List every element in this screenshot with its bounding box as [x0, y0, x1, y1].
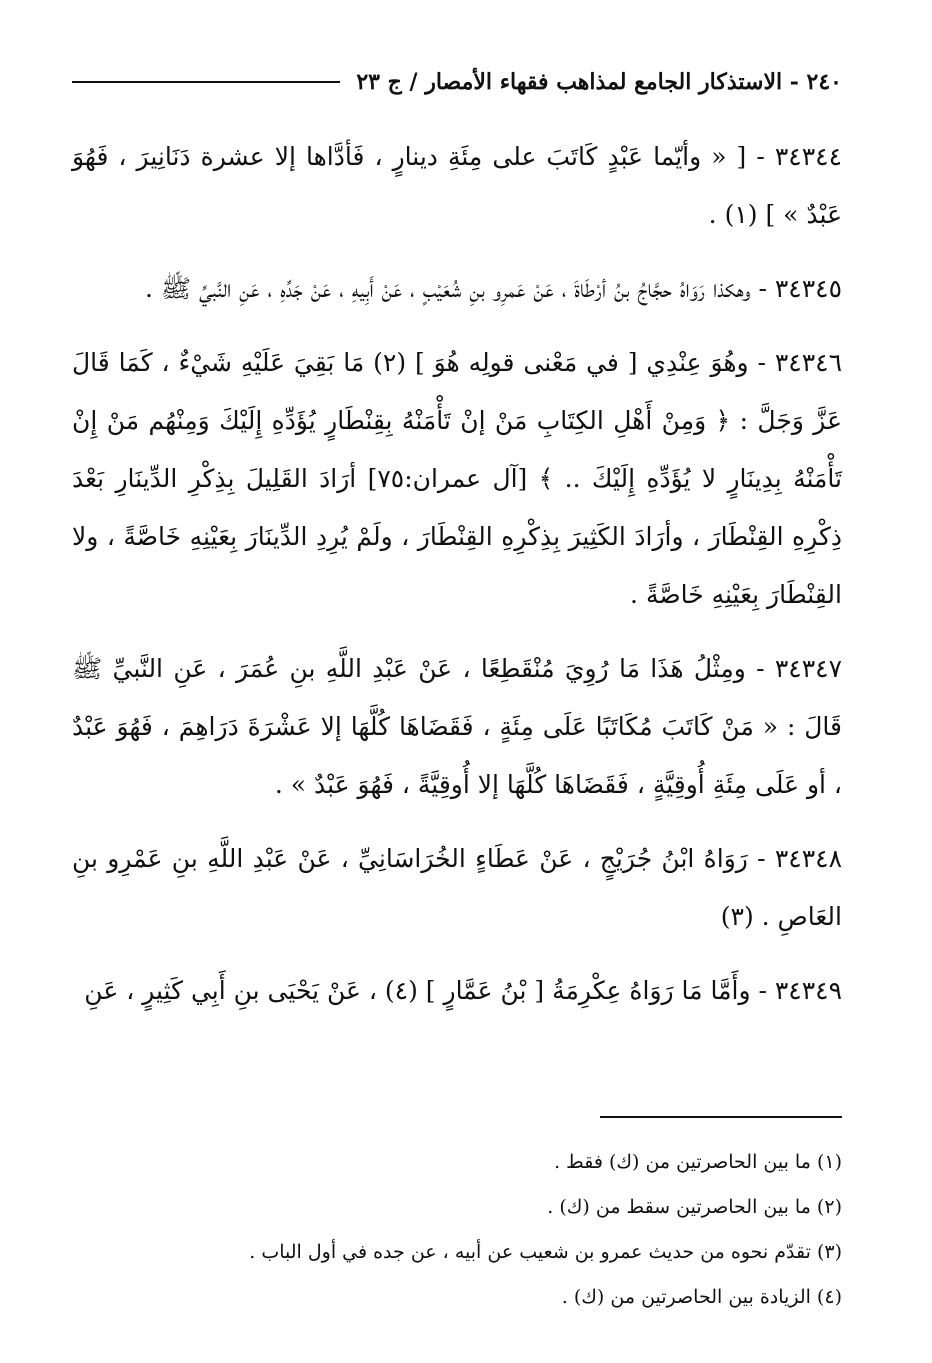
main-text	[72, 128, 842, 1036]
header-rule	[72, 81, 340, 83]
paragraph-34344: ٣٤٣٤٤ - [ « وأيّما عَبْدٍ كَاتَبَ على مِئَةِ دينارٍ ، فَأدَّاها إلا عشرة دَنَانِيرَ ، فَهُوَ عَبْدٌ » ] (١) .	[72, 142, 842, 229]
paragraph-34349: ٣٤٣٤٩ - وأَمَّا مَا رَوَاهُ عِكْرِمَةُ [ بْنُ عَمَّارٍ ] (٤) ، عَنْ يَحْيَى بنِ أَبِي كَثِيرٍ ، عَنِ	[84, 976, 842, 1005]
footnotes	[72, 1140, 842, 1320]
footnote-1: (١) ما بين الحاصرتين من (ك) فقط .	[554, 1151, 842, 1173]
paragraph-34345: ٣٤٣٤٥ - وهكذا رَوَاهُ حجَّاجُ بنُ أرْطَاةَ ، عَنْ عَمرِو بنِ شُعَيْبٍ ، عَنْ أَبِيهِ ، عَنْ جَدِّهِ ، عَنِ النَّبيِّ ﷺ .	[144, 274, 842, 303]
footnote-2: (٢) ما بين الحاصرتين سقط من (ك) .	[547, 1196, 842, 1218]
footnote-3: (٣) تقدّم نحوه من حديث عمرو بن شعيب عن أبيه ، عن جده في أول الباب .	[249, 1241, 842, 1263]
running-header-title: ٢٤٠ - الاستذكار الجامع لمذاهب فقهاء الأمصار / ج ٢٣	[356, 69, 842, 95]
paragraph-34347: ٣٤٣٤٧ - ومِثْلُ هَذَا مَا رُوِيَ مُنْقَطِعًا ، عَنْ عَبْدِ اللَّهِ بنِ عُمَرَ ، عَنِ النَّبيِّ ﷺ قَالَ : « مَنْ كَاتَبَ مُكَاتَبًا عَلَى مِئَةٍ ، فَقَضَاهَا كُلَّهَا إلا عَشْرَةَ دَرَاهِمَ ، فَهُوَ عَبْدٌ ، أو عَلَى مِئَةِ أُوقِيَّةٍ ، فَقَضَاهَا كُلَّهَا إلا أُوقِيَّةً ، فَهُوَ عَبْدٌ » .	[72, 654, 842, 799]
paragraph-34346: ٣٤٣٤٦ - وهُوَ عِنْدِي [ في مَعْنى قولِه هُوَ ] (٢) مَا بَقِيَ عَلَيْهِ شَيْءٌ ، كَمَا قَالَ عَزَّ وَجَلَّ : ﴿ وَمِنْ أَهْلِ الكِتَابِ مَنْ إنْ تَأْمَنْهُ بِقِنْطَارٍ يُؤَدِّهِ إِلَيْكَ وَمِنْهُم مَنْ إِنْ تَأْمَنْهُ بِدِينَارٍ لا يُؤَدِّهِ إِلَيْكَ .. ﴾ [آل عمران:٧٥] أرَادَ القَلِيلَ بِذِكْرِ الدِّينَارِ بَعْدَ ذِكْرِهِ القِنْطَارَ ، وأرَادَ الكَثِيرَ بِذِكْرِهِ القِنْطَارَ ، ولَمْ يُرِدِ الدِّينَارَ بِعَيْنِهِ خَاصَّةً ، ولا القِنْطَارَ بِعَيْنِهِ خَاصَّةً .	[72, 348, 842, 609]
paragraph-34348: ٣٤٣٤٨ - رَوَاهُ ابْنُ جُرَيْجٍ ، عَنْ عَطَاءٍ الخُرَاسَانِيِّ ، عَنْ عَبْدِ اللَّهِ بنِ عَمْرِو بنِ العَاصِ . (٣)	[72, 844, 842, 931]
footnote-4: (٤) الزيادة بين الحاصرتين من (ك) .	[561, 1286, 842, 1308]
running-header	[72, 62, 842, 102]
footnote-separator	[600, 1116, 842, 1118]
